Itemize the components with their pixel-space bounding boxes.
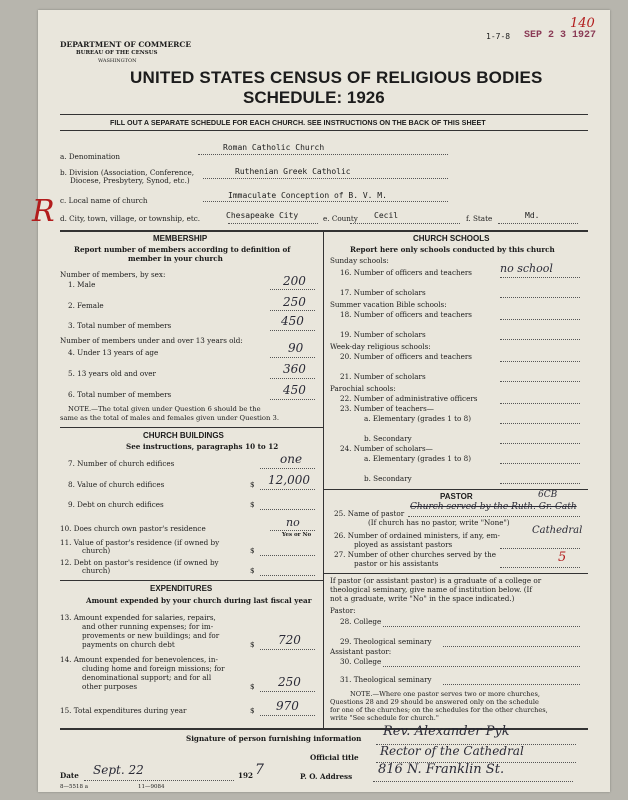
q13-label-2: and other running expenses; for im-: [82, 622, 214, 631]
buildings-heading: CHURCH BUILDINGS: [143, 431, 224, 440]
q14-amount: 250: [278, 675, 301, 689]
stamp-code: 1-7-8: [486, 32, 511, 41]
date-value: Sept. 22: [93, 763, 144, 777]
q8-value-label: 8. Value of church edifices: [68, 480, 165, 489]
q11-label-1: 11. Value of pastor's residence (if owned by: [60, 538, 220, 547]
state-label: f. State: [466, 214, 493, 223]
denomination-value: Roman Catholic Church: [223, 143, 325, 152]
q14-dollar-sign: $: [250, 682, 255, 691]
q15-total-label: 15. Total expenditures during year: [60, 706, 187, 715]
members-by-sex-label: Number of members, by sex:: [60, 270, 166, 279]
q24a-label: a. Elementary (grades 1 to 8): [364, 454, 471, 463]
schools-sub: Report here only schools conducted by this church: [350, 245, 555, 254]
q14-label-1: 14. Amount expended for benevolences, in-: [60, 655, 218, 664]
q23-label: 23. Number of teachers—: [340, 404, 434, 413]
q24-label: 24. Number of scholars—: [340, 444, 433, 453]
membership-note-2: same as the total of males and females given under Question 3.: [60, 414, 279, 422]
q26-label-2: ployed as assistant pastors: [354, 540, 453, 549]
pastor-subheading: Pastor:: [330, 606, 356, 615]
pastor-note-3: for one of the churches; on the schedules for the other churches,: [330, 706, 548, 714]
q15-dollar-sign: $: [250, 706, 255, 715]
q4-under13-value: 90: [288, 341, 304, 355]
q18-label: 18. Number of officers and teachers: [340, 310, 472, 319]
schedule-title: SCHEDULE: 1926: [243, 88, 385, 107]
q1-male-value: 200: [283, 274, 306, 288]
po-address-label: P. O. Address: [300, 772, 353, 781]
weekday-schools-label: Week-day religious schools:: [330, 342, 431, 351]
form-code-2: 11—9084: [138, 784, 165, 790]
q22-label: 22. Number of administrative officers: [340, 394, 478, 403]
q17-label: 17. Number of scholars: [340, 288, 426, 297]
graduate-instruction-3: not a graduate, write "No" in the space indicated.): [330, 594, 515, 603]
graduate-instruction-2: theological seminary, give name of institution below. (If: [330, 585, 533, 594]
year-digit: 7: [255, 762, 264, 778]
q6-total-value: 450: [283, 383, 306, 397]
q9-debt-label: 9. Debt on church edifices: [68, 500, 164, 509]
division-value: Ruthenian Greek Catholic: [235, 167, 351, 176]
q31-label: 31. Theological seminary: [340, 675, 432, 684]
q25-label: 25. Name of pastor: [334, 509, 405, 518]
red-r-mark: R: [32, 194, 55, 229]
assistant-pastor-subheading: Assistant pastor:: [330, 647, 392, 656]
q23b-label: b. Secondary: [364, 434, 412, 443]
q8-value-amount: 12,000: [268, 473, 310, 487]
q13-dollar-sign: $: [250, 640, 255, 649]
q6-total-label: 6. Total number of members: [68, 390, 172, 399]
q25-extra-mark: 6CB: [538, 490, 558, 500]
pastor-note-2: Questions 28 and 29 should be answered only on the schedule: [330, 698, 539, 706]
q14-label-3: denominational support; and for all: [82, 673, 212, 682]
q27-label-1: 27. Number of other churches served by the: [334, 550, 497, 559]
signature-label: Signature of person furnishing information: [186, 734, 362, 743]
schools-heading: CHURCH SCHOOLS: [413, 234, 490, 243]
division-label-2: Diocese, Presbytery, Synod, etc.): [70, 176, 190, 185]
q10-residence-value: no: [286, 516, 300, 529]
members-by-age-label: Number of members under and over 13 years old:: [60, 336, 243, 345]
q13-label-3: provements or new buildings; and for: [82, 631, 220, 640]
q27-label-2: pastor or his assistants: [354, 559, 439, 568]
official-title-value: Rector of the Cathedral: [380, 744, 524, 758]
q2-female-label: 2. Female: [68, 301, 104, 310]
q21-label: 21. Number of scholars: [340, 372, 426, 381]
q10-residence-label: 10. Does church own pastor's residence: [60, 524, 206, 533]
q26-value: Cathedral: [532, 525, 583, 536]
q7-edifices-value: one: [280, 452, 303, 466]
q27-value: 5: [558, 550, 567, 565]
q4-under13-label: 4. Under 13 years of age: [68, 348, 159, 357]
membership-heading: MEMBERSHIP: [153, 234, 208, 243]
city-value: Chesapeake City: [226, 211, 299, 220]
official-title-label: Official title: [310, 753, 359, 762]
denomination-label: a. Denomination: [60, 152, 120, 161]
q2-female-value: 250: [283, 295, 306, 309]
graduate-instruction-1: If pastor (or assistant pastor) is a graduate of a college or: [330, 576, 542, 585]
instruction-banner: FILL OUT A SEPARATE SCHEDULE FOR EACH CHURCH. SEE INSTRUCTIONS ON THE BACK OF THIS SHEET: [110, 118, 486, 127]
sunday-schools-label: Sunday schools:: [330, 256, 389, 265]
q15-amount: 970: [276, 699, 299, 713]
yes-or-no-hint: Yes or No: [282, 532, 312, 538]
q30-label: 30. College: [340, 657, 382, 666]
q7-edifices-label: 7. Number of church edifices: [68, 459, 175, 468]
q26-label-1: 26. Number of ordained ministers, if any, em-: [334, 531, 500, 540]
city-label: d. City, town, village, or township, etc.: [60, 214, 201, 223]
po-address-value: 816 N. Franklin St.: [378, 762, 505, 777]
division-label-1: b. Division (Association, Conference,: [60, 168, 195, 177]
q13-label-1: 13. Amount expended for salaries, repairs,: [60, 613, 216, 622]
date-stamp: SEP 2 3 1927: [524, 30, 597, 41]
buildings-sub: See instructions, paragraphs 10 to 12: [126, 442, 279, 451]
q9-dollar-sign: $: [250, 500, 255, 509]
q24b-label: b. Secondary: [364, 474, 412, 483]
pastor-note-4: write "See schedule for church.": [330, 714, 439, 722]
q16-label: 16. Number of officers and teachers: [340, 268, 472, 277]
pastor-note-1: NOTE.—Where one pastor serves two or more churches,: [350, 690, 540, 698]
local-name-label: c. Local name of church: [60, 196, 148, 205]
q14-label-2: cluding home and foreign missions; for: [82, 664, 225, 673]
department-label: DEPARTMENT OF COMMERCE: [60, 40, 192, 49]
q5-13andover-value: 360: [283, 362, 306, 376]
q5-13andover-label: 5. 13 years old and over: [68, 369, 156, 378]
q3-total-label: 3. Total number of members: [68, 321, 172, 330]
expenditures-sub: Amount expended by your church during last fiscal year: [86, 596, 312, 605]
q20-label: 20. Number of officers and teachers: [340, 352, 472, 361]
census-schedule-sheet: [32, 10, 610, 792]
q29-label: 29. Theological seminary: [340, 637, 432, 646]
state-value: Md.: [525, 211, 540, 220]
summer-schools-label: Summer vacation Bible schools:: [330, 300, 447, 309]
q3-total-value: 450: [281, 314, 304, 328]
q11-dollar-sign: $: [250, 546, 255, 555]
washington-label: WASHINGTON: [98, 58, 137, 64]
q19-label: 19. Number of scholars: [340, 330, 426, 339]
membership-intro-1: Report number of members according to definition of: [74, 245, 291, 254]
county-label: e. County: [323, 214, 358, 223]
q14-label-4: other purposes: [82, 682, 138, 691]
parochial-schools-label: Parochial schools:: [330, 384, 396, 393]
q16-value: no school: [500, 262, 553, 275]
year-prefix: 192: [238, 771, 254, 780]
q12-label-1: 12. Debt on pastor's residence (if owned by: [60, 558, 219, 567]
date-label: Date: [60, 771, 79, 780]
q25-value: Church served by the Ruth. Gr. Cath: [410, 502, 577, 512]
form-code-1: 8—5518 a: [60, 784, 89, 790]
q12-label-2: church): [82, 566, 111, 575]
pastor-heading: PASTOR: [440, 492, 473, 501]
q13-label-4: payments on church debt: [82, 640, 175, 649]
q12-dollar-sign: $: [250, 566, 255, 575]
handwritten-number: 140: [570, 16, 595, 31]
q25-note: (If church has no pastor, write "None"): [368, 518, 510, 527]
q1-male-label: 1. Male: [68, 280, 96, 289]
membership-note-1: NOTE.—The total given under Question 6 should be the: [68, 405, 261, 413]
q23a-label: a. Elementary (grades 1 to 8): [364, 414, 471, 423]
expenditures-heading: EXPENDITURES: [150, 584, 213, 593]
q8-dollar-sign: $: [250, 480, 255, 489]
membership-intro-2: member in your church: [128, 254, 223, 263]
q13-amount: 720: [278, 633, 301, 647]
q11-label-2: church): [82, 546, 111, 555]
q28-label: 28. College: [340, 617, 382, 626]
county-value: Cecil: [374, 211, 399, 220]
local-name-value: Immaculate Conception of B. V. M.: [228, 191, 387, 200]
signature-value: Rev. Alexander Pyk: [383, 724, 510, 739]
bureau-label: BUREAU OF THE CENSUS: [76, 50, 158, 56]
form-title: UNITED STATES CENSUS OF RELIGIOUS BODIES: [130, 68, 543, 87]
